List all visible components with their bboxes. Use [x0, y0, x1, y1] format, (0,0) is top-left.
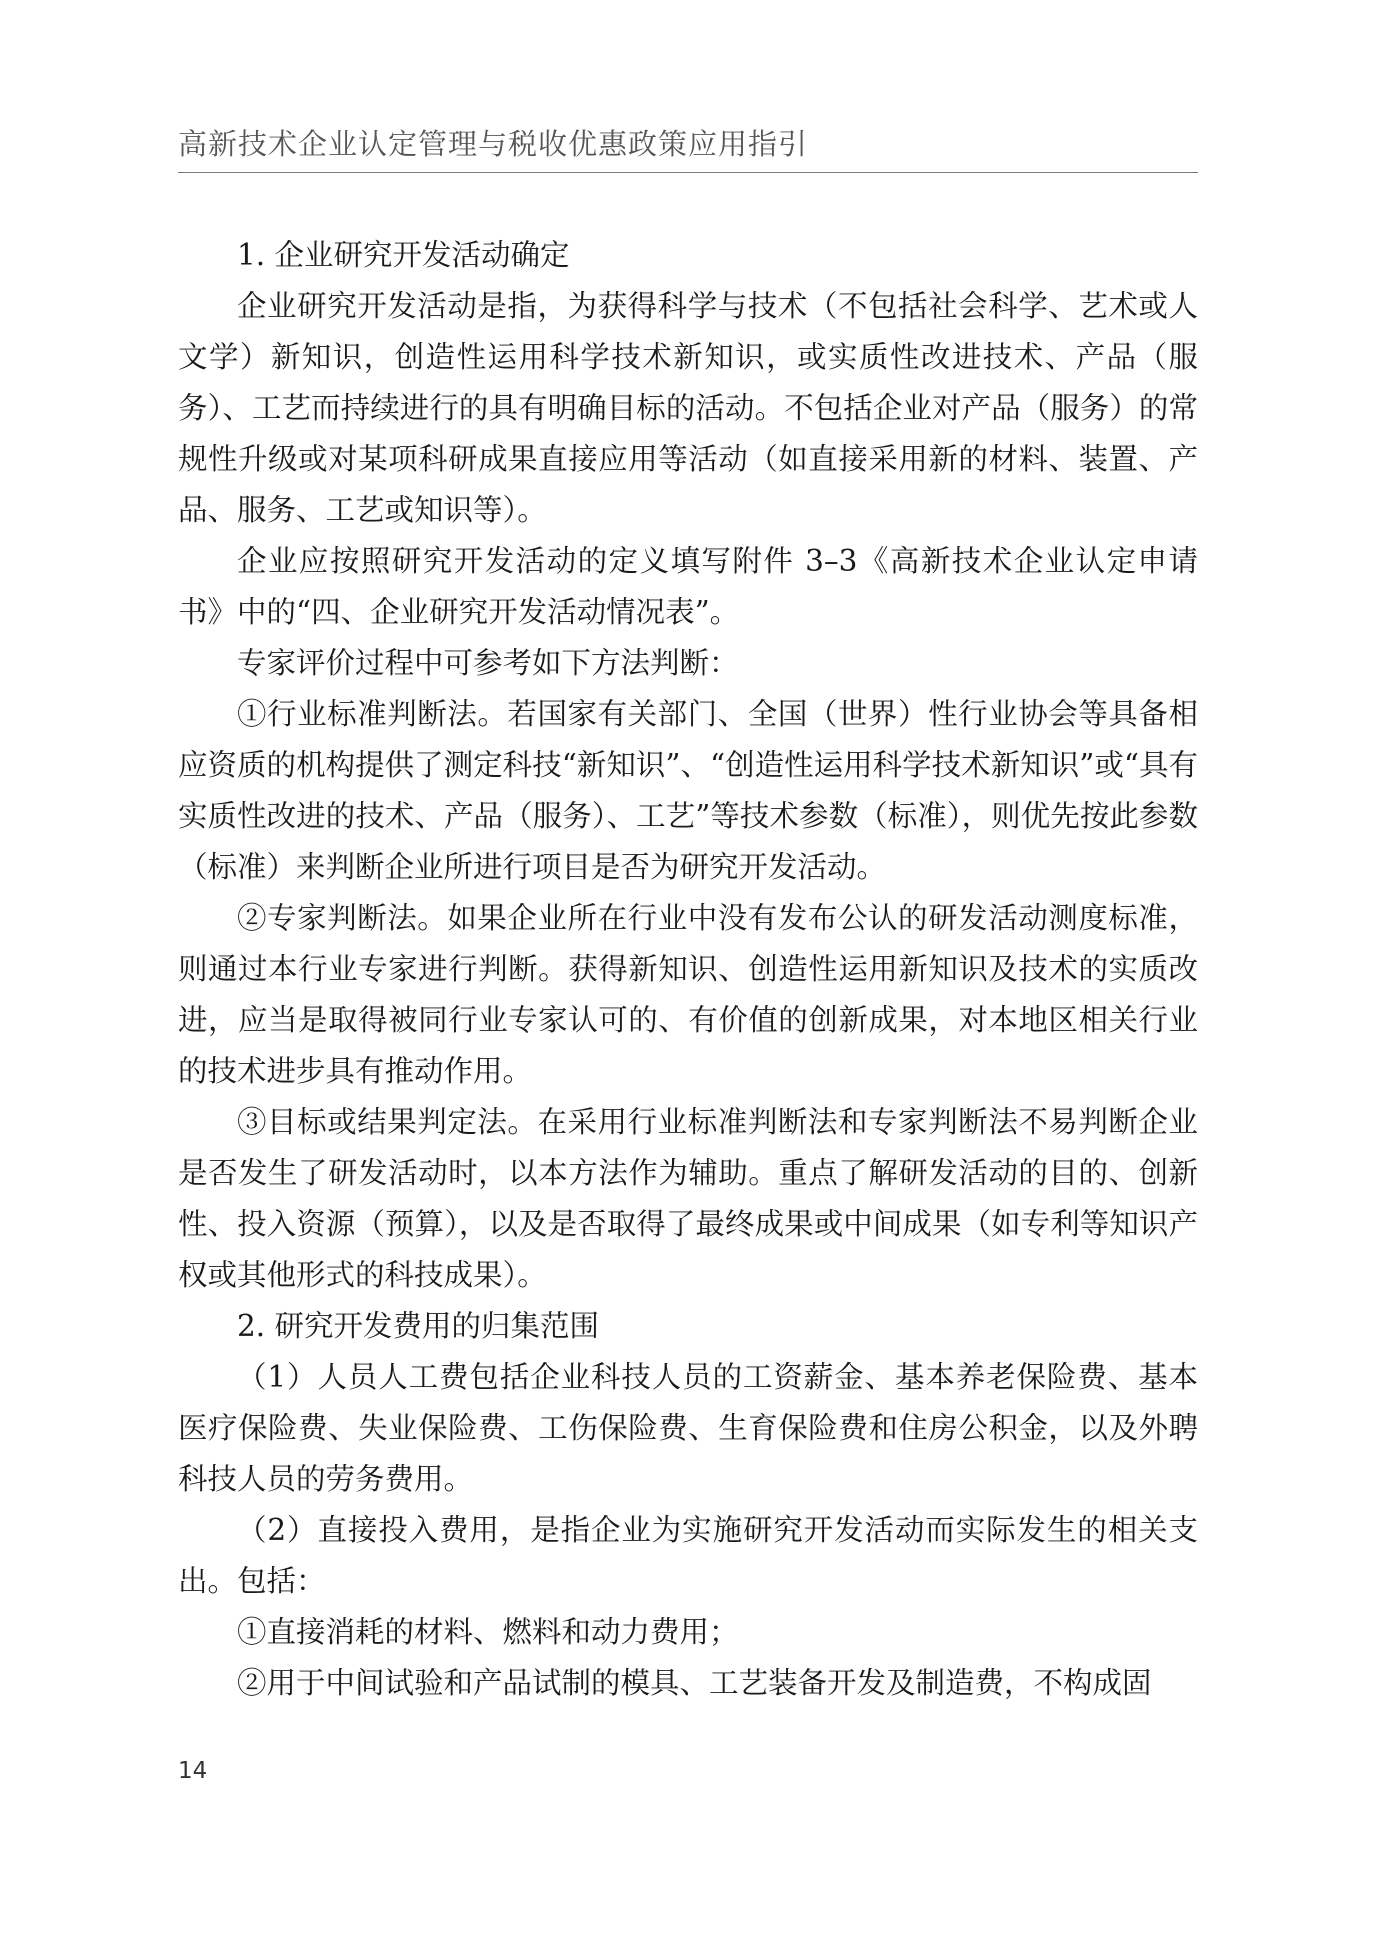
section-heading-1: 1. 企业研究开发活动确定: [237, 238, 570, 272]
paragraph: 企业应按照研究开发活动的定义填写附件 3–3《高新技术企业认定申请书》中的“四、企业研究开发活动情况表”。: [178, 544, 1198, 629]
paragraph: ②专家判断法。如果企业所在行业中没有发布公认的研发活动测度标准，则通过本行业专家进行判断。获得新知识、创造性运用新知识及技术的实质改进，应当是取得被同行业专家认可的、有价值的创新成果，对本地区相关行业的技术进步具有推动作用。: [178, 901, 1198, 1088]
page-number: 14: [178, 1758, 208, 1784]
paragraph: ③目标或结果判定法。在采用行业标准判断法和专家判断法不易判断企业是否发生了研发活动时，以本方法作为辅助。重点了解研发活动的目的、创新性、投入资源（预算），以及是否取得了最终成果或中间成果（如专利等知识产权或其他形式的科技成果）。: [178, 1105, 1198, 1292]
paragraph: （1）人员人工费包括企业科技人员的工资薪金、基本养老保险费、基本医疗保险费、失业保险费、工伤保险费、生育保险费和住房公积金，以及外聘科技人员的劳务费用。: [178, 1360, 1198, 1496]
paragraph: 专家评价过程中可参考如下方法判断：: [237, 646, 739, 680]
paragraph: ②用于中间试验和产品试制的模具、工艺装备开发及制造费，不构成固: [237, 1666, 1152, 1700]
body-text: [178, 230, 1198, 1709]
paragraph: 企业研究开发活动是指，为获得科学与技术（不包括社会科学、艺术或人文学）新知识，创造性运用科学技术新知识，或实质性改进技术、产品（服务）、工艺而持续进行的具有明确目标的活动。不包括企业对产品（服务）的常规性升级或对某项科研成果直接应用等活动（如直接采用新的材料、装置、产品、服务、工艺或知识等）。: [178, 289, 1198, 527]
paragraph: ①直接消耗的材料、燃料和动力费用；: [237, 1615, 739, 1649]
paragraph: （2）直接投入费用，是指企业为实施研究开发活动而实际发生的相关支出。包括：: [178, 1513, 1198, 1598]
header-divider: [178, 172, 1198, 173]
running-header: 高新技术企业认定管理与税收优惠政策应用指引: [178, 127, 809, 161]
paragraph: ①行业标准判断法。若国家有关部门、全国（世界）性行业协会等具备相应资质的机构提供了测定科技“新知识”、“创造性运用科学技术新知识”或“具有实质性改进的技术、产品（服务）、工艺”等技术参数（标准），则优先按此参数（标准）来判断企业所进行项目是否为研究开发活动。: [178, 697, 1198, 884]
section-heading-2: 2. 研究开发费用的归集范围: [237, 1309, 600, 1343]
